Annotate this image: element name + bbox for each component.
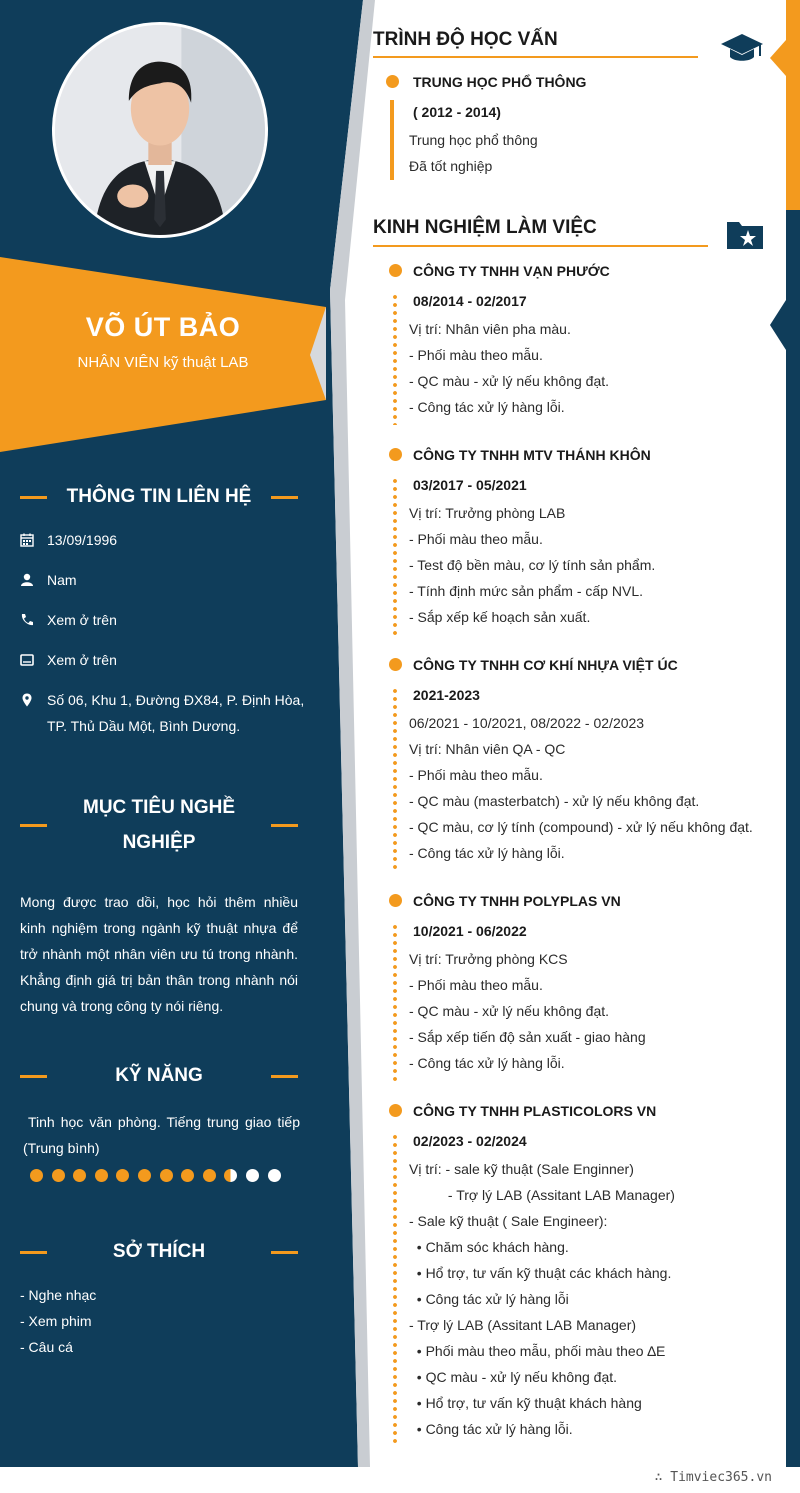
hobby-item: - Nghe nhạc — [20, 1287, 97, 1303]
hobbies-heading: SỞ THÍCH — [20, 1235, 298, 1269]
objective-text: Mong được trao dồi, học hỏi thêm nhiều kinh nghiệm trong ngành kỹ thuật nhựa để trở nhành một nhân viên ưu tú trong nhành. Khẳng định giá trị bản thân trong nhành nói chung và trong công ty nói riêng. — [20, 894, 298, 1014]
job-timeline — [393, 687, 397, 871]
avatar — [52, 22, 268, 238]
skill-rating-dot — [73, 1169, 86, 1182]
skill-rating — [30, 1167, 289, 1183]
graduation-cap-icon — [720, 32, 764, 64]
contact-heading: THÔNG TIN LIÊN HỆ — [20, 480, 298, 514]
job-detail-line: • Chăm sóc khách hàng. — [409, 1239, 569, 1255]
job-dot — [389, 448, 402, 461]
job-company: CÔNG TY TNHH MTV THÁNH KHÔN — [413, 447, 651, 463]
education-school: TRUNG HỌC PHỔ THÔNG — [413, 74, 587, 90]
skills-heading: KỸ NĂNG — [20, 1059, 298, 1093]
job-company: CÔNG TY TNHH POLYPLAS VN — [413, 893, 621, 909]
job-detail-line: - Phối màu theo mẫu. — [409, 977, 543, 993]
education-line: Trung học phổ thông — [409, 132, 538, 148]
briefcase-star-icon — [726, 218, 764, 250]
job-company: CÔNG TY TNHH CƠ KHÍ NHỰA VIỆT ÚC — [413, 657, 678, 673]
phone-icon — [20, 613, 34, 627]
skill-rating-dot — [30, 1169, 43, 1182]
job-detail-line: • Hổ trợ, tư vấn kỹ thuật khách hàng — [409, 1395, 642, 1411]
profile-name: VÕ ÚT BẢO — [85, 312, 241, 342]
job-period: 08/2014 - 02/2017 — [413, 293, 527, 309]
contact-gender: Nam — [20, 567, 310, 593]
job-period: 2021-2023 — [413, 687, 480, 703]
job-dot — [389, 264, 402, 277]
job-detail-line: 06/2021 - 10/2021, 08/2022 - 02/2023 — [409, 715, 645, 731]
contact-birthday: 13/09/1996 — [20, 527, 310, 553]
job-detail-line: - Công tác xử lý hàng lỗi. — [409, 1055, 565, 1071]
job-detail-line: • QC màu - xử lý nếu không đạt. — [409, 1369, 618, 1385]
email-icon — [20, 653, 34, 667]
job-period: 02/2023 - 02/2024 — [413, 1133, 527, 1149]
job-detail-line: - QC màu, cơ lý tính (compound) - xử lý nếu không đạt. — [409, 819, 753, 835]
job-dot — [389, 658, 402, 671]
job-detail-line: - QC màu - xử lý nếu không đạt. — [409, 1003, 610, 1019]
skill-rating-dot — [95, 1169, 108, 1182]
education-dot — [386, 75, 399, 88]
job-detail-line: - Test độ bền màu, cơ lý tính sản phẩm. — [409, 557, 656, 573]
job-detail-line: • Công tác xử lý hàng lỗi — [409, 1291, 569, 1307]
contact-email: Xem ở trên — [20, 647, 310, 673]
education-heading-underline — [373, 56, 698, 58]
job-detail-line: - Phối màu theo mẫu. — [409, 347, 543, 363]
job-detail-line: Vị trí: Trưởng phòng LAB — [409, 505, 566, 521]
objective-heading: MỤC TIÊU NGHỀ NGHIỆP — [20, 790, 298, 860]
skill-rating-dot — [181, 1169, 194, 1182]
job-detail-line: - Công tác xử lý hàng lỗi. — [409, 845, 565, 861]
profile-title: NHÂN VIÊN kỹ thuật LAB — [77, 354, 249, 371]
job-detail-line: Vị trí: - sale kỹ thuật (Sale Enginner) — [409, 1161, 634, 1177]
job-dot — [389, 1104, 402, 1117]
job-detail-line: - Công tác xử lý hàng lỗi. — [409, 399, 565, 415]
job-detail-line: - Phối màu theo mẫu. — [409, 767, 543, 783]
skill-rating-dot — [52, 1169, 65, 1182]
hobby-item: - Câu cá — [20, 1339, 73, 1355]
job-detail-line: • Phối màu theo mẫu, phối màu theo ∆E — [409, 1343, 666, 1359]
education-line: Đã tốt nghiệp — [409, 158, 493, 174]
skill-rating-dot — [138, 1169, 151, 1182]
education-period: ( 2012 - 2014) — [413, 104, 501, 120]
job-detail-line: - QC màu (masterbatch) - xử lý nếu không đạt. — [409, 793, 700, 809]
skill-rating-dot — [224, 1169, 237, 1182]
job-company: CÔNG TY TNHH PLASTICOLORS VN — [413, 1103, 657, 1119]
job-detail-line: - Sắp xếp tiến độ sản xuất - giao hàng — [409, 1029, 646, 1045]
avatar-portrait — [55, 25, 265, 235]
skill-rating-dot — [203, 1169, 216, 1182]
skill-rating-dot — [268, 1169, 281, 1182]
contact-phone: Xem ở trên — [20, 607, 310, 633]
education-timeline — [390, 100, 394, 180]
job-period: 03/2017 - 05/2021 — [413, 477, 527, 493]
job-timeline — [393, 923, 397, 1081]
skill-rating-dot — [246, 1169, 259, 1182]
education-heading: TRÌNH ĐỘ HỌC VẤN — [373, 29, 558, 50]
job-dot — [389, 894, 402, 907]
job-detail-line: - Sắp xếp kế hoạch sản xuất. — [409, 609, 591, 625]
job-company: CÔNG TY TNHH VẠN PHƯỚC — [413, 263, 610, 279]
job-timeline — [393, 477, 397, 635]
user-icon — [20, 573, 34, 587]
job-detail-line: - Trợ lý LAB (Assitant LAB Manager) — [409, 1187, 675, 1203]
job-detail-line: - Phối màu theo mẫu. — [409, 531, 543, 547]
job-detail-line: - Tính định mức sản phẩm - cấp NVL. — [409, 583, 643, 599]
job-detail-line: - Sale kỹ thuật ( Sale Engineer): — [409, 1213, 608, 1229]
skill-rating-dot — [160, 1169, 173, 1182]
footer-brand: ∴ Timviec365.vn — [654, 1470, 772, 1485]
job-detail-line: • Công tác xử lý hàng lỗi. — [409, 1421, 573, 1437]
job-timeline — [393, 293, 397, 425]
skills-text: Tinh học văn phòng. Tiếng trung giao tiếp (Trung bình) — [23, 1114, 300, 1156]
contact-address: Số 06, Khu 1, Đường ĐX84, P. Định Hòa, TP. Thủ Dầu Một, Bình Dương. — [20, 687, 310, 739]
job-detail-line: Vị trí: Trưởng phòng KCS — [409, 951, 568, 967]
job-timeline — [393, 1133, 397, 1447]
job-detail-line: Vị trí: Nhân viên QA - QC — [409, 741, 566, 757]
job-detail-line: • Hổ trợ, tư vấn kỹ thuật các khách hàng. — [409, 1265, 672, 1281]
experience-heading-underline — [373, 245, 708, 247]
job-detail-line: - QC màu - xử lý nếu không đạt. — [409, 373, 610, 389]
job-period: 10/2021 - 06/2022 — [413, 923, 527, 939]
hobby-item: - Xem phim — [20, 1313, 92, 1329]
experience-heading: KINH NGHIỆM LÀM VIỆC — [373, 217, 597, 238]
skill-rating-dot — [116, 1169, 129, 1182]
calendar-icon — [20, 533, 34, 547]
location-icon — [20, 693, 34, 707]
job-detail-line: - Trợ lý LAB (Assitant LAB Manager) — [409, 1317, 637, 1333]
job-detail-line: Vị trí: Nhân viên pha màu. — [409, 321, 571, 337]
